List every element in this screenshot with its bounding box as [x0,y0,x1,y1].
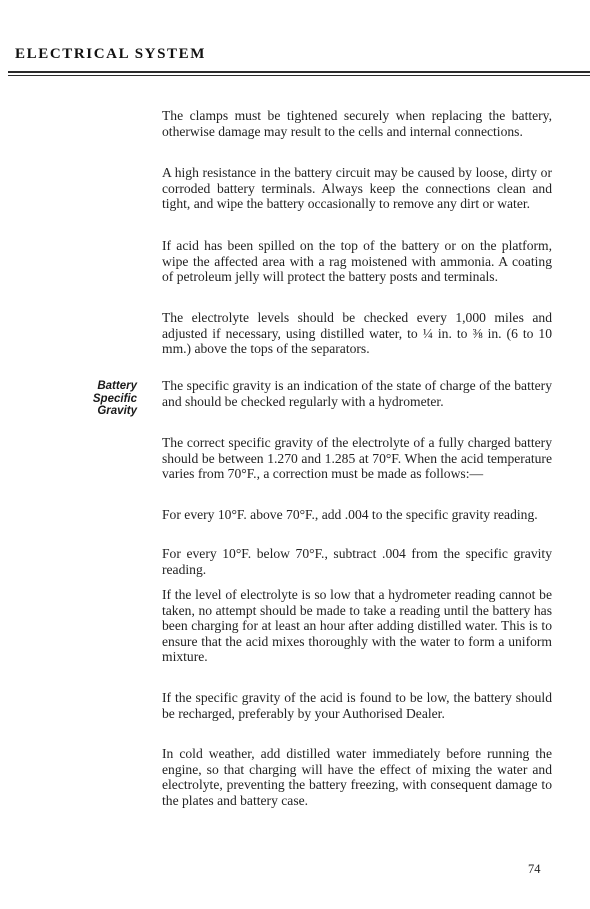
side-heading-line: Battery [97,380,137,392]
paragraph: The clamps must be tightened securely when replacing the battery, otherwise damage may result to the cells and internal connections. [162,108,552,139]
paragraph: A high resistance in the battery circuit may be caused by loose, dirty or corroded battery terminals. Always keep the connections clean and tight, and wipe the battery occasionally to remove any dirt or water. [162,165,552,212]
header-rule [8,71,590,73]
paragraph-block [162,507,552,523]
paragraph: If acid has been spilled on the top of the battery or on the platform, wipe the affected area with a rag moistened with ammonia. A coating of petroleum jelly will protect the battery posts and terminals. [162,238,552,285]
paragraph: The correct specific gravity of the electrolyte of a fully charged battery should be between 1.270 and 1.285 at 70°F. When the acid temperature varies from 70°F., a correction must be made as follows:— [162,435,552,482]
paragraph-block [162,746,552,808]
paragraph: The electrolyte levels should be checked every 1,000 miles and adjusted if necessary, using distilled water, to ¼ in. to ⅜ in. (6 to 10 mm.) above the tops of the separators. [162,310,552,357]
paragraph-block [162,108,552,139]
page-number: 74 [528,862,541,876]
paragraph: In cold weather, add distilled water immediately before running the engine, so that charging will have the effect of mixing the water and electrolyte, preventing the battery freezing, with consequent damage to the plates and battery case. [162,746,552,808]
paragraph: If the specific gravity of the acid is found to be low, the battery should be recharged, preferably by your Authorised Dealer. [162,690,552,721]
section-header: ELECTRICAL SYSTEM [15,46,206,62]
paragraph: The specific gravity is an indication of the state of charge of the battery and should be checked regularly with a hydrometer. [162,378,552,409]
side-heading-line: Specific [92,392,137,405]
paragraph-block [162,587,552,665]
paragraph-block [162,378,552,409]
paragraph-block [162,435,552,482]
paragraph: For every 10°F. above 70°F., add .004 to the specific gravity reading. [162,507,538,522]
side-heading-line: Gravity [97,405,137,418]
header-rule-thin [8,75,590,76]
paragraph-block [162,165,552,212]
paragraph-block [162,238,552,285]
paragraph-block [162,310,552,357]
paragraph-block [162,690,552,721]
paragraph: If the level of electrolyte is so low that a hydrometer reading cannot be taken, no attempt should be made to take a reading until the battery has been charging for at least an hour after adding distilled water. This is to ensure that the acid mixes thoroughly with the water to form a uniform mixture. [162,587,552,665]
side-heading [77,380,137,418]
paragraph-block [162,546,552,577]
paragraph: For every 10°F. below 70°F., subtract .004 from the specific gravity reading. [162,546,552,577]
